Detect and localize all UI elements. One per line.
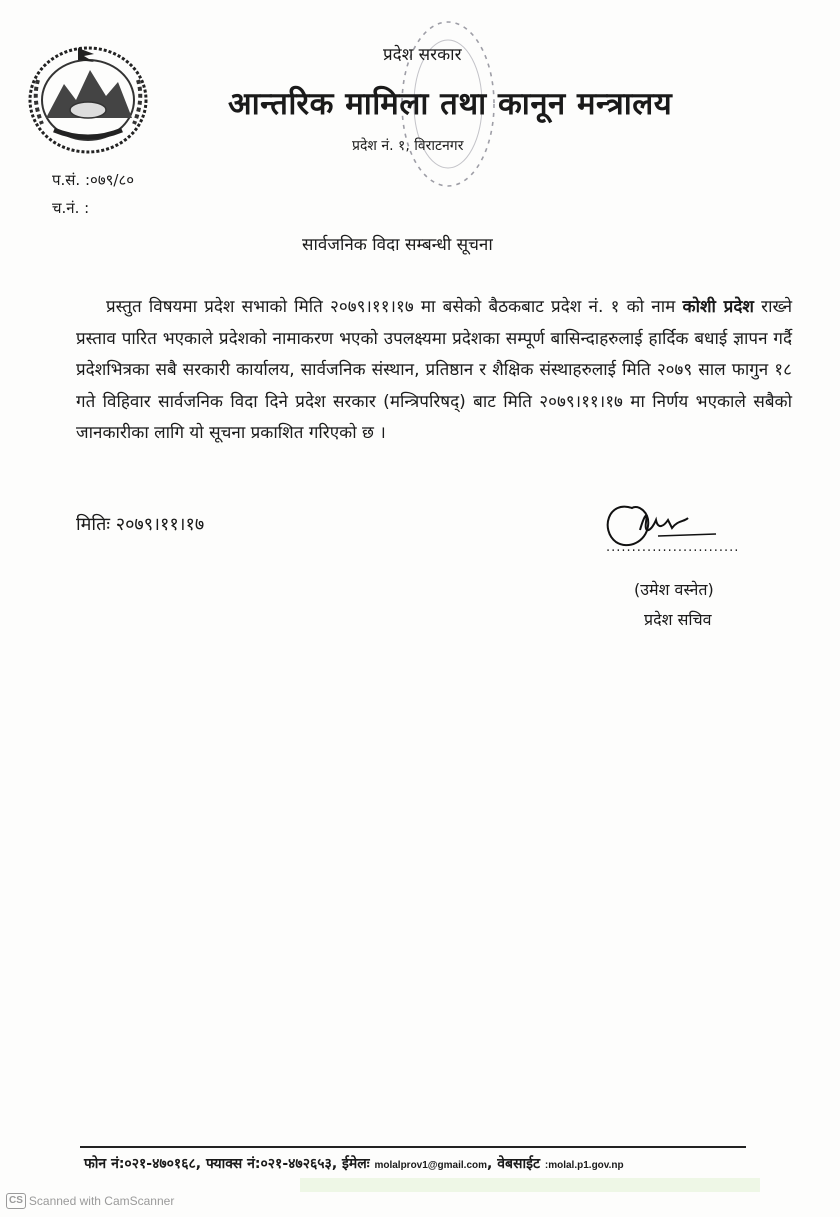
notice-date: मितिः २०७९।११।१७ [76,514,205,535]
footer-website-label: , वेबसाईट [487,1156,545,1172]
footer-divider [80,1146,746,1148]
signature-line: .......................... [606,540,740,555]
footer-email: molalprov1@gmail.com [374,1160,488,1171]
body-text-start: प्रस्तुत विषयमा प्रदेश सभाको मिति २०७९।११।१७ मा बसेको बैठकबाट प्रदेश नं. १ को नाम [106,297,683,317]
footer-website: :molal.p1.gov.np [544,1160,624,1171]
body-text-rest: राख्ने प्रस्ताव पारित भएकाले प्रदेशको नामाकरण भएको उपलक्ष्यमा प्रदेशका सम्पूर्ण बासिन्दाहरुलाई हार्दिक बधाई ज्ञापन गर्दै प्रदेशभित्रका सबै सरकारी कार्यालय, सार्वजनिक संस्थान, प्रतिष्ठान र शैक्षिक संस्थाहरुलाई मिति २०७९ साल फागुन १८ गते विहिवार सार्वजनिक विदा दिने प्रदेश सरकार (मन्त्रिपरिषद्) बाट मिति २०७९।११।१७ मा निर्णय भएकाले सबैको जानकारीका लागि यो सूचना प्रकाशित गरिएको छ । [76,297,793,443]
notice-subject: सार्वजनिक विदा सम्बन्धी सूचना [302,235,493,255]
ministry-title: आन्तरिक मामिला तथा कानून मन्त्रालय [228,86,673,122]
province-name: कोशी प्रदेश [682,297,754,317]
dispatch-number: च.नं. : [52,199,90,217]
nepal-emblem [24,40,152,158]
watermark-text: Scanned with CamScanner [28,1194,175,1208]
scanner-watermark [6,1193,174,1209]
notice-body [76,292,792,450]
office-address: प्रदेश नं. १, विराटनगर [352,138,464,154]
reference-number: प.सं. :०७९/८० [52,171,135,189]
signatory-name: (उमेश वस्नेत) [634,580,714,599]
camscanner-logo: CS [6,1193,26,1209]
signatory-title: प्रदेश सचिव [644,610,712,629]
contact-footer [84,1154,624,1173]
scan-artifact [300,1178,760,1192]
footer-phone-fax: फोन नं:०२१-४७०१६८, फ्याक्स नं:०२१-४७२६५३, ईमेलः [84,1156,375,1172]
government-name: प्रदेश सरकार [383,45,462,65]
